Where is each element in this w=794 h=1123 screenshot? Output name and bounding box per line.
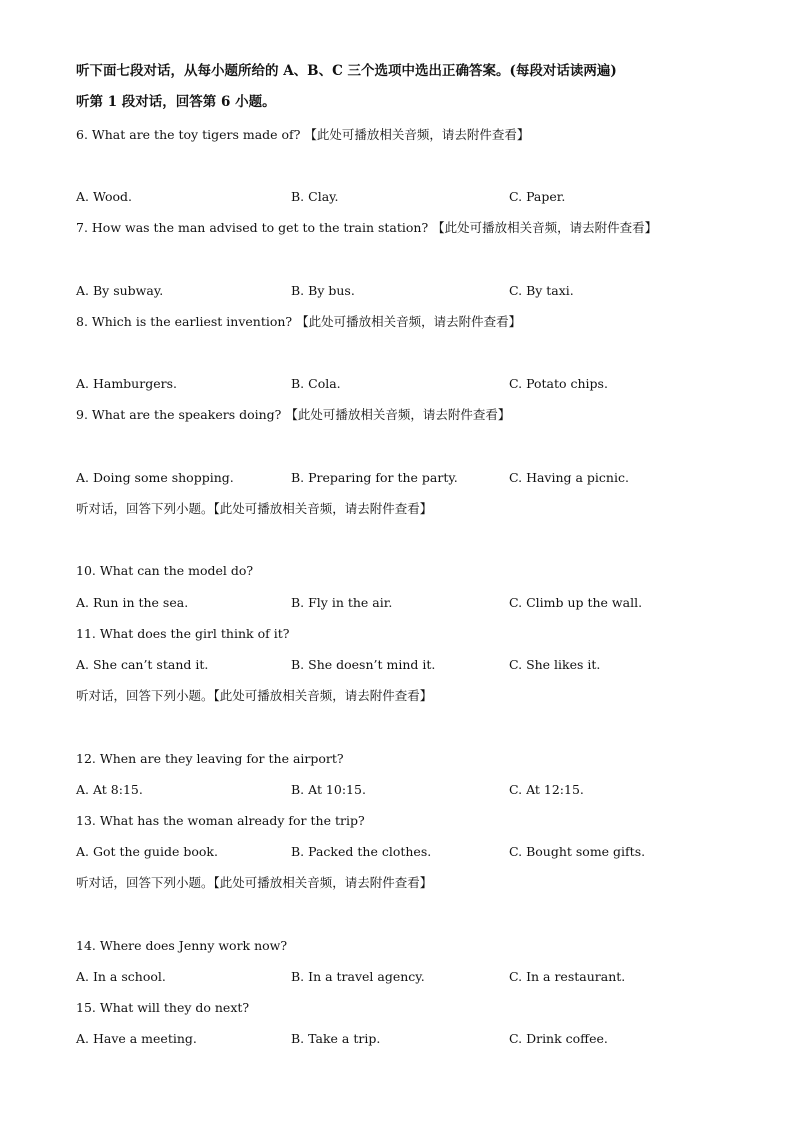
question-7 [76, 219, 657, 237]
question-stem: 6. What are the toy tigers made of? [76, 127, 301, 142]
section-prompt [76, 500, 432, 518]
question-9 [76, 406, 510, 424]
q13-option-b: B. Packed the clothes. [291, 844, 432, 859]
audio-note: 【此处可播放相关音频，请去附件查看】 [213, 875, 433, 890]
question-stem: 7. How was the man advised to get to the train station? [76, 220, 429, 235]
q9-option-b: B. Preparing for the party. [291, 470, 458, 485]
question-11: 11. What does the girl think of it? [76, 626, 290, 641]
q12-option-b: B. At 10:15. [291, 782, 366, 797]
q7-option-c: C. By taxi. [509, 283, 574, 298]
question-13: 13. What has the woman already for the trip? [76, 813, 365, 828]
q12-option-c: C. At 12:15. [509, 782, 584, 797]
section-prompt-text: 听对话，回答下列小题。 [76, 501, 214, 516]
q9-option-a: A. Doing some shopping. [76, 470, 234, 485]
question-14: 14. Where does Jenny work now? [76, 938, 288, 953]
question-stem: 9. What are the speakers doing? [76, 407, 282, 422]
q10-option-c: C. Climb up the wall. [509, 595, 643, 610]
question-15: 15. What will they do next? [76, 1000, 250, 1015]
q15-option-c: C. Drink coffee. [509, 1031, 608, 1046]
q7-option-a: A. By subway. [76, 283, 164, 298]
q14-option-b: B. In a travel agency. [291, 969, 425, 984]
q11-option-b: B. She doesn’t mind it. [291, 657, 436, 672]
instructions-line-1: 听下面七段对话，从每小题所给的 A、B、C 三个选项中选出正确答案。(每段对话读两遍) [76, 63, 617, 79]
question-stem: 8. Which is the earliest invention? [76, 314, 293, 329]
q15-option-a: A. Have a meeting. [76, 1031, 197, 1046]
q13-option-a: A. Got the guide book. [76, 844, 218, 859]
q14-option-a: A. In a school. [76, 969, 166, 984]
section-prompt-text: 听对话，回答下列小题。 [76, 688, 214, 703]
q8-option-c: C. Potato chips. [509, 376, 608, 391]
q13-option-c: C. Bought some gifts. [509, 844, 646, 859]
section-prompt [76, 874, 432, 892]
q6-option-b: B. Clay. [291, 189, 339, 204]
q8-option-b: B. Cola. [291, 376, 341, 391]
instructions-line-2: 听第 1 段对话，回答第 6 小题。 [76, 94, 276, 110]
audio-note: 【此处可播放相关音频，请去附件查看】 [432, 220, 658, 235]
q11-option-a: A. She can’t stand it. [76, 657, 209, 672]
section-prompt [76, 687, 432, 705]
audio-note: 【此处可播放相关音频，请去附件查看】 [304, 127, 530, 142]
audio-note: 【此处可播放相关音频，请去附件查看】 [296, 314, 522, 329]
question-12: 12. When are they leaving for the airport? [76, 751, 344, 766]
question-8 [76, 313, 521, 331]
audio-note: 【此处可播放相关音频，请去附件查看】 [213, 688, 433, 703]
question-10: 10. What can the model do? [76, 563, 254, 578]
q9-option-c: C. Having a picnic. [509, 470, 629, 485]
q14-option-c: C. In a restaurant. [509, 969, 626, 984]
section-prompt-text: 听对话，回答下列小题。 [76, 875, 214, 890]
q8-option-a: A. Hamburgers. [76, 376, 177, 391]
q10-option-a: A. Run in the sea. [76, 595, 189, 610]
audio-note: 【此处可播放相关音频，请去附件查看】 [213, 501, 433, 516]
q12-option-a: A. At 8:15. [76, 782, 143, 797]
audio-note: 【此处可播放相关音频，请去附件查看】 [285, 407, 511, 422]
question-6 [76, 126, 529, 144]
q6-option-a: A. Wood. [76, 189, 132, 204]
q7-option-b: B. By bus. [291, 283, 355, 298]
q6-option-c: C. Paper. [509, 189, 566, 204]
q10-option-b: B. Fly in the air. [291, 595, 393, 610]
q15-option-b: B. Take a trip. [291, 1031, 381, 1046]
q11-option-c: C. She likes it. [509, 657, 601, 672]
